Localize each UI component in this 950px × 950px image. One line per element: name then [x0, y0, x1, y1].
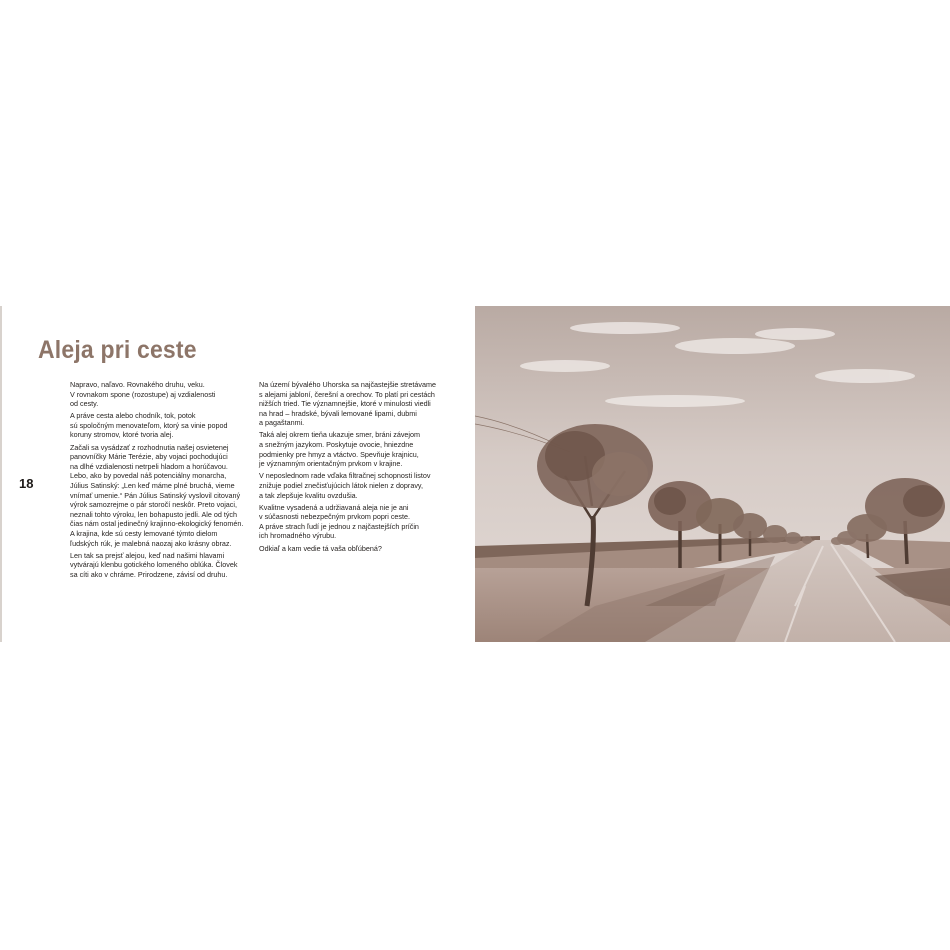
page-number: 18: [19, 476, 34, 491]
paragraph: Odkiaľ a kam vedie tá vaša obľúbená?: [259, 543, 382, 553]
paragraph: V neposlednom rade vďaka filtračnej schopnosti listov znižuje podiel znečisťujúcich látok nielen z dopravy, a tak zlepšuje kvalitu ovzdušia.: [259, 471, 431, 500]
page-title: Aleja pri ceste: [38, 336, 197, 364]
paragraph: Len tak sa prejsť alejou, keď nad našimi hlavami vytvárajú klenbu gotického lomeného oblúka. Človek sa cíti ako v chráme. Prirodzene, závisí od druhu.: [70, 550, 238, 579]
left-page: [0, 306, 475, 642]
tree-alley-illustration: [475, 306, 950, 642]
book-spread: [0, 306, 950, 642]
paragraph: Kvalitne vysadená a udržiavaná aleja nie je ani v súčasnosti nebezpečným prvkom popri ceste. A práve strach ľudí je jednou z najčastejších príčin ich hromadného výrubu.: [259, 502, 419, 541]
paragraph: Napravo, naľavo. Rovnakého druhu, veku. V rovnakom spone (rozostupe) aj vzdialenosti od cesty.: [70, 380, 216, 409]
text-column-2: [259, 380, 471, 556]
paragraph: Na území bývalého Uhorska sa najčastejšie stretávame s alejami jabloní, čerešní a orechov. To platí pri cestách nižších tried. Tie významnejšie, ktoré v minulosti viedli na hrad – hradské, bývali lemované lipami, dubmi a pagaštanmi.: [259, 380, 436, 428]
text-column-1: [70, 380, 254, 582]
paragraph: Začali sa vysádzať z rozhodnutia našej osvietenej panovníčky Márie Terézie, aby vojaci pochodujúci na dlhé vzdialenosti netrpeli hladom a horúčavou. Lebo, ako by povedal náš potenciálny monarcha, Július Satinský: „Len keď máme plné bruchá, vieme vnímať umenie.“ Pán Július Satinský vyslovil citovaný výrok samozrejme o pár storočí neskôr. Preto vojaci, neznali tohto výroku, len bohapusto jedli. Ale od tých čias nám ostal jedinečný krajinno-ekologický fenomén. A krajina, kde sú cesty lemované týmto dielom ľudských rúk, je malebná naozaj ako krásny obraz.: [70, 442, 244, 548]
paragraph: A práve cesta alebo chodník, tok, potok sú spoločným menovateľom, ktorý sa vinie popod koruny stromov, ktoré tvoria alej.: [70, 411, 228, 440]
paragraph: Taká alej okrem tieňa ukazuje smer, bráni závejom a snežným jazykom. Poskytuje ovocie, hniezdne podmienky pre hmyz a vtáctvo. Spevňuje krajnicu, je významným orientačným prvkom v krajine.: [259, 430, 420, 469]
